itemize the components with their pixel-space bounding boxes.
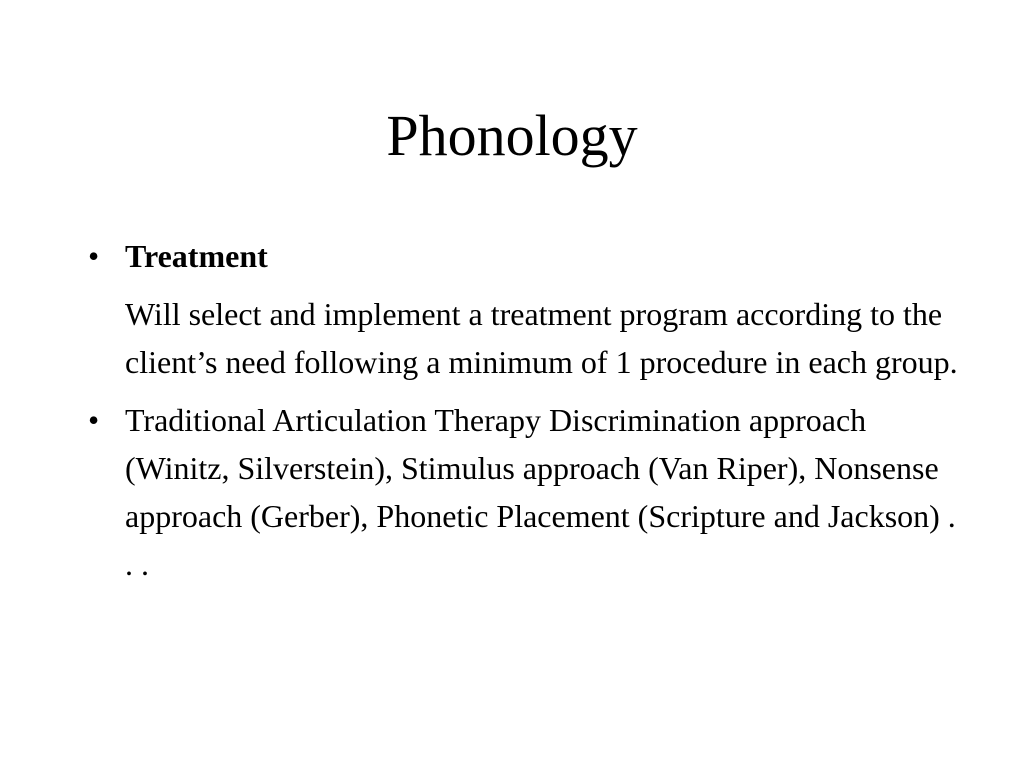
bullet-list xyxy=(88,232,968,588)
bullet-heading: Treatment xyxy=(125,238,268,274)
slide-title: Phonology xyxy=(386,103,638,168)
bullet-icon: • xyxy=(88,402,100,438)
bullet-item-approaches xyxy=(88,396,968,588)
bullet-item-treatment xyxy=(88,232,968,386)
bullet-text: Traditional Articulation Therapy Discrimination approach (Winitz, Silverstein), Stimulus approach (Van Riper), Nonsense approach (Gerber), Phonetic Placement (Scripture and Jackson) . . . xyxy=(125,402,956,582)
bullet-icon: • xyxy=(88,238,100,274)
bullet-paragraph: Will select and implement a treatment program according to the client’s need following a minimum of 1 procedure in each group. xyxy=(125,296,958,380)
